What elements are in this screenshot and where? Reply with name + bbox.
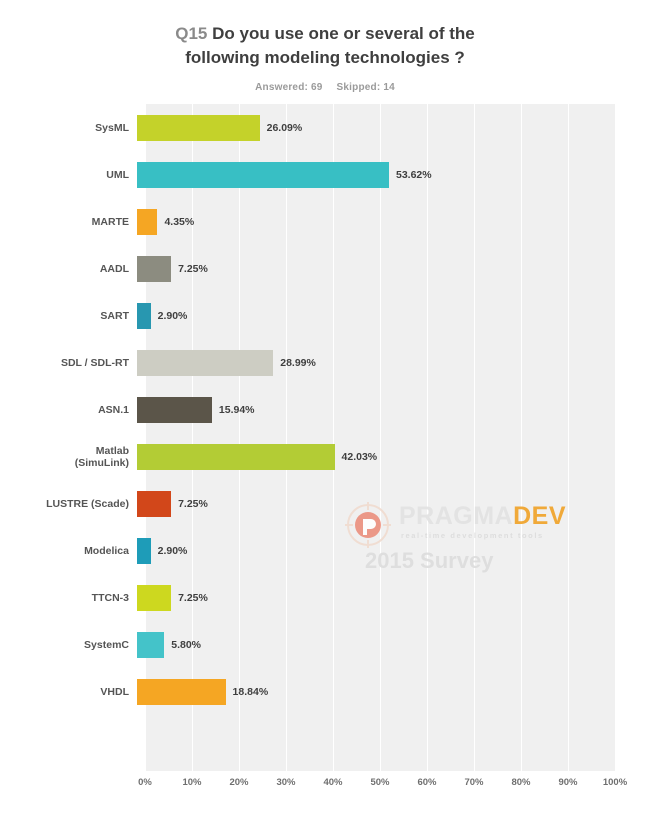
bar[interactable]: [137, 585, 171, 611]
bar-value-label: 7.25%: [178, 497, 208, 510]
question-number: Q15: [175, 24, 208, 43]
watermark-brand-part1: PRAGMA: [399, 502, 514, 530]
x-axis-tick: 100%: [602, 777, 628, 788]
watermark-survey-year: 2015 Survey: [365, 548, 494, 573]
x-axis-tick: 50%: [370, 777, 390, 788]
bar-value-label: 15.94%: [218, 403, 255, 416]
page-title: [0, 22, 650, 46]
bar-zone: [137, 386, 650, 433]
skipped-count: Skipped: 14: [336, 82, 395, 93]
bar-value-label: 7.25%: [178, 262, 208, 275]
bar[interactable]: [137, 256, 171, 282]
bar-value-label: 53.62%: [396, 168, 432, 181]
response-summary: [0, 82, 650, 93]
bar-zone: [137, 433, 650, 480]
bar-row: [0, 480, 650, 527]
x-axis-tick: 30%: [276, 777, 296, 788]
bar[interactable]: [137, 632, 164, 658]
bar[interactable]: [137, 444, 335, 470]
bar-row: [0, 621, 650, 668]
title-line-2: following modeling technologies ?: [185, 48, 465, 67]
x-axis-tick: 40%: [323, 777, 343, 788]
bar-rows: [0, 104, 650, 771]
bar[interactable]: [137, 209, 157, 235]
x-axis-tick: 20%: [229, 777, 249, 788]
category-label: SDL / SDL-RT: [60, 356, 129, 369]
x-axis-tick: 70%: [464, 777, 484, 788]
x-axis-tick: 10%: [182, 777, 202, 788]
x-axis-tick: 60%: [417, 777, 437, 788]
bar-value-label: 2.90%: [157, 309, 188, 322]
bar-zone: [137, 292, 650, 339]
category-label: Matlab (SimuLink): [74, 444, 129, 469]
bar[interactable]: [137, 538, 151, 564]
bar-value-label: 18.84%: [232, 685, 269, 698]
bar-value-label: 5.80%: [171, 638, 202, 651]
bar-row: [0, 527, 650, 574]
title-line-1: Do you use one or several of the: [212, 24, 475, 43]
bar-zone: [137, 668, 650, 715]
bar[interactable]: [137, 303, 151, 329]
category-label: MARTE: [91, 215, 129, 228]
category-label: VHDL: [100, 685, 129, 698]
category-label: LUSTRE (Scade): [46, 497, 129, 510]
bar-value-label: 7.25%: [178, 591, 208, 604]
bar[interactable]: [137, 679, 226, 705]
bar-row: [0, 292, 650, 339]
bar-value-label: 4.35%: [164, 215, 195, 228]
bar-value-label: 26.09%: [266, 121, 303, 134]
category-label: ASN.1: [98, 403, 129, 416]
x-axis-tick: 80%: [511, 777, 531, 788]
bar[interactable]: [137, 115, 260, 141]
category-label: Modelica: [84, 544, 129, 557]
bar-zone: [137, 245, 650, 292]
bar-row: [0, 574, 650, 621]
answered-count: Answered: 69: [255, 82, 323, 93]
category-label: UML: [106, 168, 129, 181]
bar[interactable]: [137, 350, 273, 376]
watermark-tagline: real-time development tools: [401, 531, 544, 540]
bar-row: [0, 151, 650, 198]
category-label: SART: [100, 309, 129, 322]
x-axis-tick: 90%: [558, 777, 578, 788]
bar-value-label: 42.03%: [341, 450, 378, 463]
x-axis: [138, 771, 628, 797]
bar-zone: [137, 198, 650, 245]
bar-row: [0, 245, 650, 292]
bar-zone: [137, 621, 650, 668]
bar-value-label: 28.99%: [280, 356, 316, 369]
category-label: SystemC: [84, 638, 129, 651]
bar-zone: [137, 527, 650, 574]
category-label: AADL: [99, 262, 129, 275]
bar-row: [0, 104, 650, 151]
bar-zone: [137, 574, 650, 621]
bar[interactable]: [137, 162, 389, 188]
bar-zone: [137, 480, 650, 527]
bar[interactable]: [137, 397, 212, 423]
bar-row: [0, 668, 650, 715]
category-label: TTCN-3: [91, 591, 129, 604]
bar-zone: [137, 151, 650, 198]
chart-header: [0, 0, 650, 93]
bar-row: [0, 339, 650, 386]
bar[interactable]: [137, 491, 171, 517]
bar-row: [0, 386, 650, 433]
watermark-brand-part2: DEV: [513, 502, 567, 530]
category-label: SysML: [95, 121, 129, 134]
bar-row: [0, 433, 650, 480]
bar-row: [0, 198, 650, 245]
x-axis-tick: 0%: [138, 777, 152, 788]
bar-zone: [137, 104, 650, 151]
plot-area: [0, 104, 650, 804]
bar-zone: [137, 339, 650, 386]
bar-value-label: 2.90%: [157, 544, 188, 557]
